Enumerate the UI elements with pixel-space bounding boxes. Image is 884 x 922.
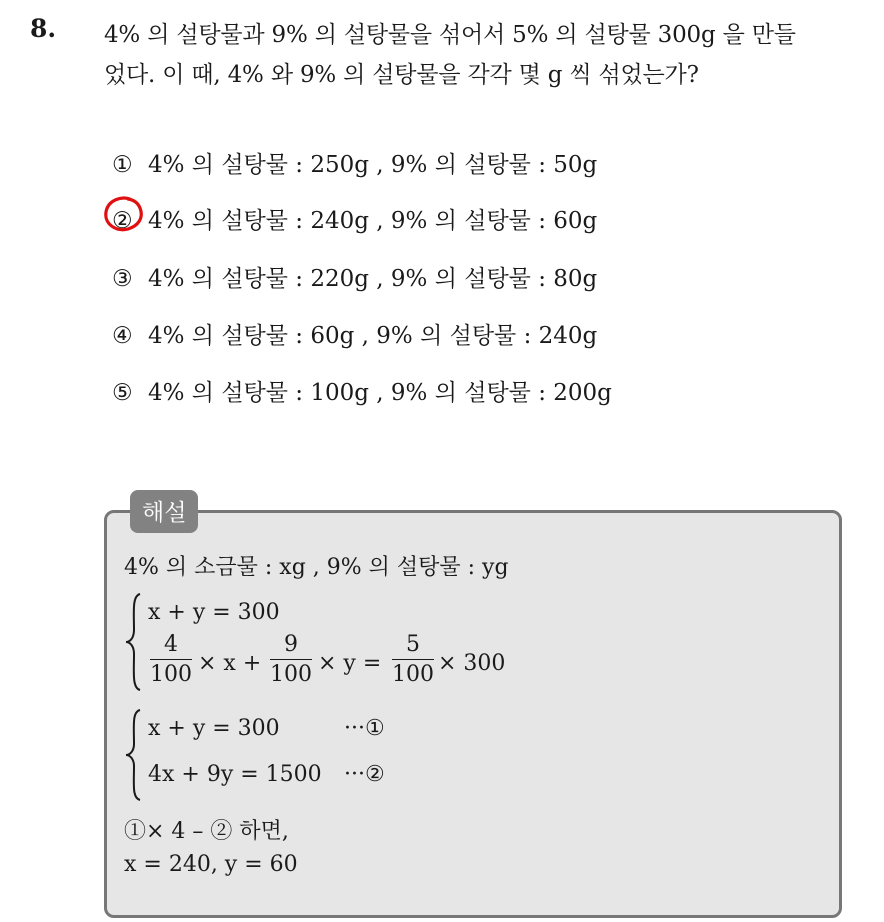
system1-tail: × 300 (438, 651, 506, 676)
system2-equation-1: x + y = 300 (148, 716, 280, 741)
fraction-9-over-100: 9 100 (270, 632, 312, 687)
option-2[interactable] (112, 202, 597, 235)
system2-ref-2: ···② (344, 762, 385, 787)
option-marker: ④ (112, 323, 133, 349)
option-marker: ② (112, 208, 133, 234)
option-text: 4% 의 설탕물 : 100g , 9% 의 설탕물 : 200g (148, 380, 612, 406)
left-brace-icon (124, 592, 144, 692)
option-5[interactable] (112, 374, 612, 407)
option-marker: ⑤ (112, 380, 133, 406)
left-brace-icon (124, 708, 144, 802)
option-text: 4% 의 설탕물 : 240g , 9% 의 설탕물 : 60g (148, 208, 598, 234)
solution-tag: 해설 (130, 490, 198, 533)
question-line-2: 었다. 이 때, 4% 와 9% 의 설탕물을 각각 몇 g 씩 섞었는가? (104, 62, 699, 88)
option-marker: ③ (112, 266, 133, 292)
answer-mark-circle-icon (102, 194, 146, 234)
question-line-1: 4% 의 설탕물과 9% 의 설탕물을 섞어서 5% 의 설탕물 300g 을 만들 (104, 22, 796, 48)
option-marker: ① (112, 152, 133, 178)
system1-mid-1: × x + (198, 651, 262, 676)
option-1[interactable] (112, 146, 597, 179)
option-4[interactable] (112, 317, 597, 350)
system1-equation-1: x + y = 300 (148, 600, 280, 625)
option-3[interactable] (112, 260, 597, 293)
solution-answer: x = 240, y = 60 (124, 852, 298, 877)
solution-step: ①× 4 – ② 하면, (124, 819, 289, 844)
system1-mid-2: × y = (318, 651, 382, 676)
system2-equation-2: 4x + 9y = 1500 (148, 762, 322, 787)
fraction-4-over-100: 4 100 (150, 632, 192, 687)
solution-line-1: 4% 의 소금물 : xg , 9% 의 설탕물 : yg (124, 555, 509, 580)
fraction-5-over-100: 5 100 (392, 632, 434, 687)
system2-ref-1: ···① (344, 716, 385, 741)
option-text: 4% 의 설탕물 : 250g , 9% 의 설탕물 : 50g (148, 152, 598, 178)
option-text: 4% 의 설탕물 : 60g , 9% 의 설탕물 : 240g (148, 323, 598, 349)
option-text: 4% 의 설탕물 : 220g , 9% 의 설탕물 : 80g (148, 266, 598, 292)
question-number: 8. (30, 14, 57, 43)
